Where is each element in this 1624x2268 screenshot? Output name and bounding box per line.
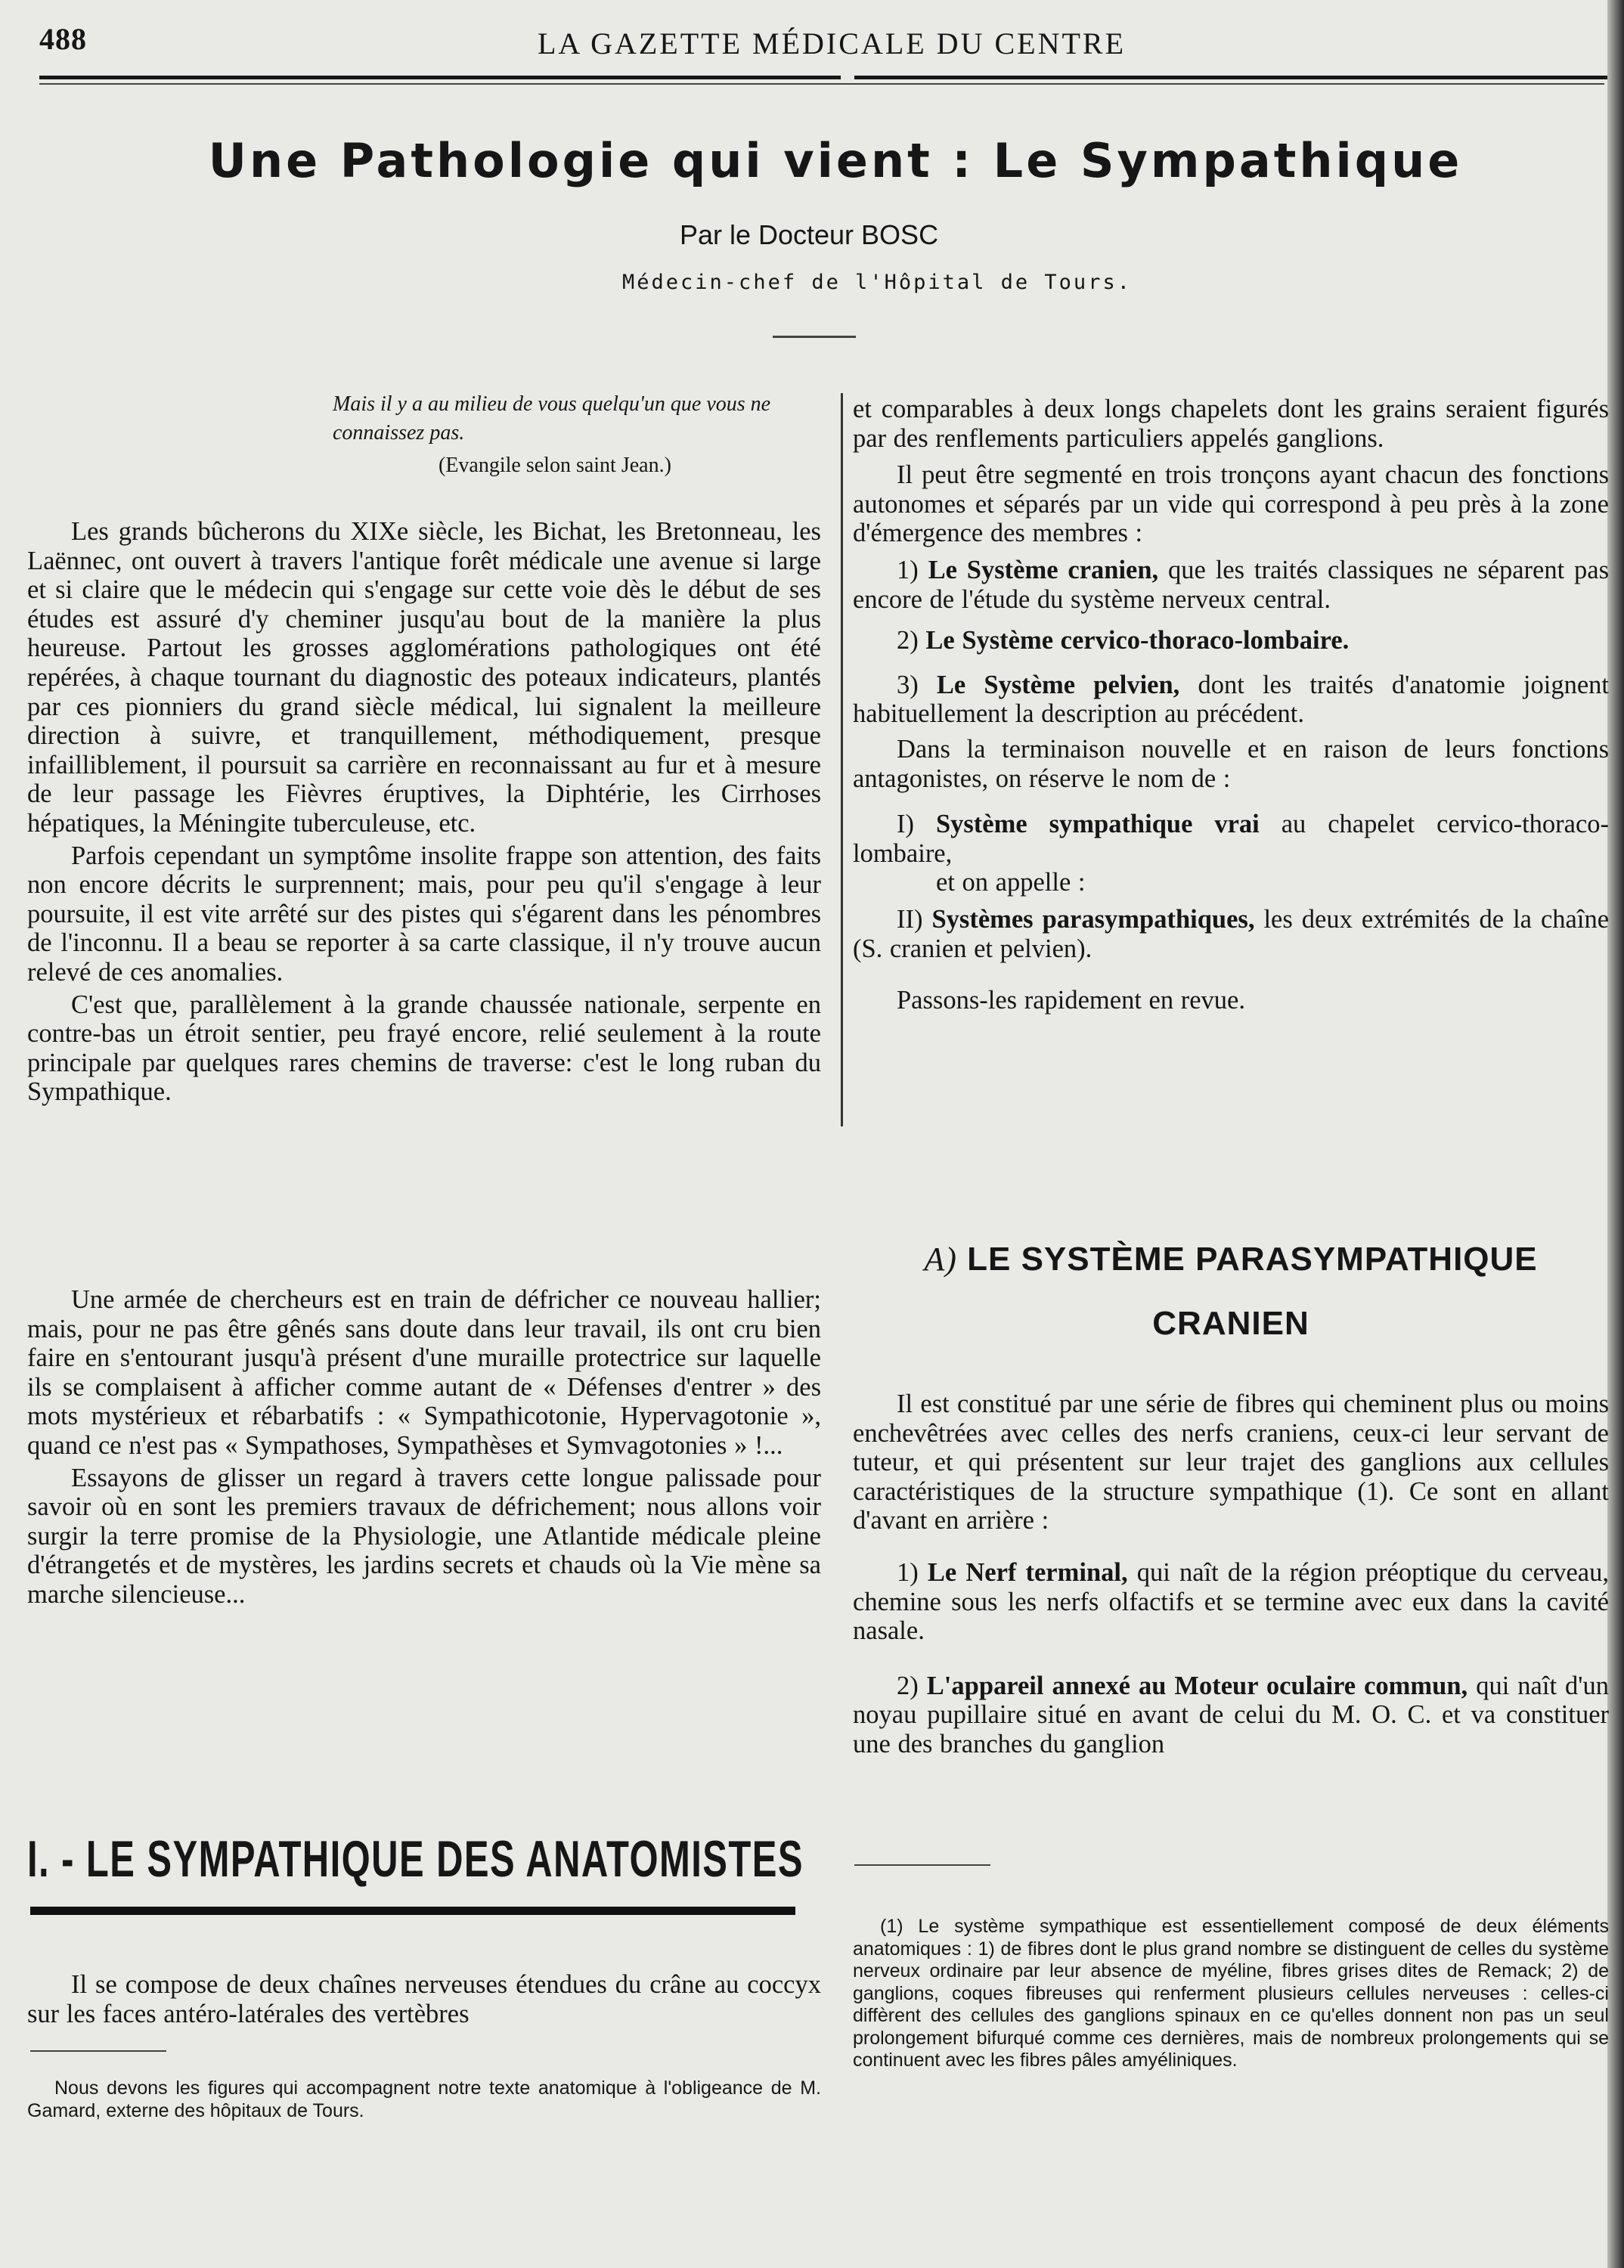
epigraph-quote: Mais il y a au milieu de vous quelqu'un que vous ne connaissez pas. [333,392,771,445]
list-term: L'appareil annexé au Moteur oculaire commun, [926,1671,1468,1700]
subsection-heading [853,1240,1609,1278]
list-item [853,810,1609,868]
list-number: 3) [897,670,919,699]
list-item [853,556,1609,614]
list-term: Systèmes parasympathiques, [931,904,1255,934]
paragraph: Une armée de chercheurs est en train de défricher ce nouveau hallier; mais, pour ne pas être gênés sans doute dans leur travail, ils ont cru bien faire en s'entourant jusqu'à présent d'une muraille protectrice sur laquelle ils se complaisent à afficher comme autant de « Défenses d'entrer » des mots mystérieux et rébarbatifs : « Sympathicotonie, Hypervagotonie », quand ce n'est pas « Sympathoses, Sympathèses et Symvagotonies » !... [27,1285,821,1460]
paragraph: Il est constitué par une série de fibres qui cheminent plus ou moins enchevêtrées avec celles des nerfs craniens, ceux-ci leur servant de tuteur, et qui présentent sur leur trajet des ganglions aux cellules caractéristiques de la structure sympathique (1). Ce sont en allant d'avant en arrière : [853,1390,1609,1535]
left-column-intro [27,517,821,1107]
footnote-rule [854,1864,990,1866]
paragraph: et on appelle : [936,868,1086,897]
header-rule-right [854,76,1607,79]
page-edge-shadow [1607,0,1624,2268]
list-item [853,905,1609,963]
running-head: LA GAZETTE MÉDICALE DU CENTRE [537,26,1126,60]
list-text: qui naît d'un noyau pupillaire situé en avant de celui du M. O. C. et va constituer une des branches du ganglion [853,1671,1610,1758]
list-number: I) [897,810,914,839]
list-number: 2) [897,626,919,655]
right-footnote [853,1916,1609,2072]
column-divider [841,393,843,1126]
paragraph: Les grands bûcherons du XIXe siècle, les Bichat, les Bretonneau, les Laënnec, ont ouvert à travers l'antique forêt médicale une avenue si large et si claire que le médecin qui s'engage sur cette voie dès le début de ses études est assuré d'y cheminer jusqu'au bout de la manière la plus heureuse. Partout les grosses agglomérations pathologiques ont été repérées, à chaque tournant du diagnostic des poteaux indicateurs, plantés par ces pionniers du grand siècle médical, lui signalent la meilleure direction à suivre, et tranquillement, méthodiquement, presque infailliblement, il poursuit sa carrière en reconnaissant au fur et à mesure de leur passage les Fièvres éruptives, la Diphtérie, les Cirrhoses hépatiques, la Méningite tuberculeuse, etc. [27,517,821,838]
title-divider [773,336,856,338]
right-column-top [853,395,1609,1015]
affiliation: Médecin-chef de l'Hôpital de Tours. [622,271,1132,294]
left-footnote [27,2077,821,2122]
list-term: Le Système pelvien, [936,670,1180,699]
page-number: 488 [39,22,87,56]
left-column-continuation [27,1285,821,1610]
list-item [853,1672,1609,1759]
list-text: dont les traités d'anatomie joignent habituellement la description au précédent. [853,670,1609,729]
article-title: Une Pathologie qui vient : Le Sympathique [208,133,1463,188]
list-number: II) [897,904,923,934]
left-column-section-body [27,1970,821,2028]
right-column-bottom [853,1390,1609,1759]
section-heading: I. - LE SYMPATHIQUE DES ANATOMISTES [27,1830,804,1888]
paragraph: Essayons de glisser un regard à travers cette longue palissade pour savoir où en sont les premiers travaux de défrichement; nous allons voir surgir la terre promise de la Physiologie, une Atlantide médicale pleine d'étrangetés et de mystères, les jardins secrets et chauds où la Vie mène sa marche silencieuse... [27,1463,821,1609]
paragraph: et comparables à deux longs chapelets dont les grains seraient figurés par des renflements particuliers appelés ganglions. [853,395,1609,453]
footnote: (1) Le système sympathique est essentiellement composé de deux éléments anatomiques : 1) de fibres dont le plus grand nombre se distinguent de celles du système nerveux ordinaire par leur absence de myéline, fibres grises dites de Remack; 2) de ganglions, coques fibreuses qui renferment plusieurs cellules nerveuses : celles-ci diffèrent des cellules des ganglions spinaux en ce qu'elles donnent non pas un seul prolongement bifurqué comme ces dernières, mais de nombreux prolongements qui se continuent avec les fibres pâles amyéliniques. [853,1916,1609,2071]
list-item [853,1558,1609,1646]
paragraph: Dans la terminaison nouvelle et en raison de leurs fonctions antagonistes, on réserve le nom de : [853,734,1609,793]
list-number: 1) [897,555,919,584]
list-term: Le Système cervico-thoraco-lombaire. [925,626,1350,655]
footnote: Nous devons les figures qui accompagnent notre texte anatomique à l'obligeance de M. Gamard, externe des hôpitaux de Tours. [27,2077,821,2121]
list-item [853,626,1609,655]
paragraph: Il se compose de deux chaînes nerveuses étendues du crâne au coccyx sur les faces antéro-latérales des vertèbres [27,1970,821,2028]
paragraph: C'est que, parallèlement à la grande chaussée nationale, serpente en contre-bas un étroit sentier, peu frayé encore, relié seulement à la route principale par quelques rares chemins de traverse: c'est le long ruban du Sympathique. [27,990,821,1107]
list-text: les deux extrémités de la chaîne (S. cranien et pelvien). [853,904,1610,963]
list-number: 2) [897,1671,919,1700]
list-item [853,671,1609,729]
header-rule-left [39,76,841,79]
list-term: Le Système cranien, [928,555,1159,584]
paragraph: Il peut être segmenté en trois tronçons ayant chacun des fonctions autonomes et séparés par un vide qui correspond à peu près à la zone d'émergence des membres : [853,460,1609,548]
list-text: au chapelet cervico-thoraco-lombaire, [853,810,1610,868]
list-text: qui naît de la région préoptique du cerveau, chemine sous les nerfs olfactifs et se termine avec eux dans la cavité nasale. [853,1557,1609,1646]
section-heading-rule [30,1907,795,1915]
list-text: que les traités classiques ne séparent pas encore de l'étude du système nerveux central. [853,555,1610,614]
list-term: Système sympathique vrai [935,810,1260,839]
byline: Par le Docteur BOSC [679,219,939,250]
paragraph: Passons-les rapidement en revue. [897,986,1245,1015]
header-rule-thin [39,83,1604,85]
epigraph-source: (Evangile selon saint Jean.) [439,454,671,477]
paragraph: Parfois cependant un symptôme insolite frappe son attention, des faits non encore décrits le surprennent; mais, pour peu qu'il s'engage à leur poursuite, il est vite arrêté sur des pistes qui s'égarent dans les pénombres de l'inconnu. Il a beau se reporter à sa carte classique, il n'y trouve aucun relevé de ces anomalies. [27,841,821,987]
subsection-letter: A) [924,1241,957,1278]
footnote-rule [30,2050,166,2052]
subsection-heading-line2: CRANIEN [1152,1305,1309,1342]
list-term: Le Nerf terminal, [927,1557,1128,1587]
subsection-title: LE SYSTÈME PARASYMPATHIQUE [967,1241,1538,1278]
list-number: 1) [897,1557,919,1587]
